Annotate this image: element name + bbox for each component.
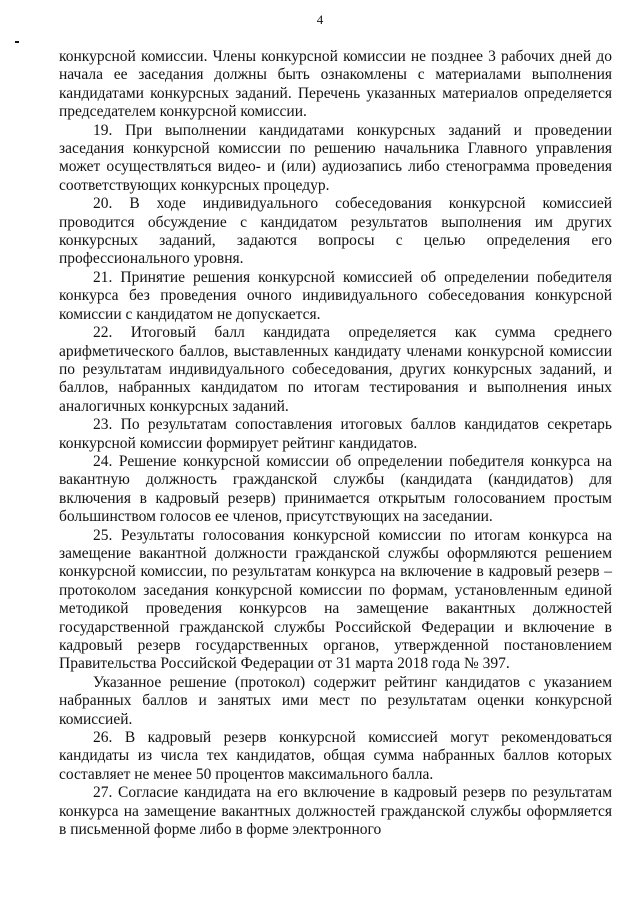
paragraph-continuation: конкурсной комиссии. Члены конкурсной комиссии не позднее 3 рабочих дней до начала ее заседания должны быть ознакомлены с материалами выполнения кандидатами конкурсных заданий. Перечень указанных материалов определяется председателем конкурсной комиссии.: [59, 48, 612, 121]
margin-mark: [15, 41, 19, 43]
paragraph-25-note: Указанное решение (протокол) содержит рейтинг кандидатов с указанием набранных баллов и занятых ими мест по результатам оценки конкурсной комиссией.: [59, 673, 612, 728]
page-number: 4: [316, 12, 324, 27]
paragraph-23: 23. По результатам сопоставления итоговых баллов кандидатов секретарь конкурсной комиссии формирует рейтинг кандидатов.: [59, 416, 612, 452]
paragraph-22: 22. Итоговый балл кандидата определяется как сумма среднего арифметического баллов, выставленных кандидату членами конкурсной комиссии по результатам индивидуального собеседования, других конкурсных заданий, и баллов, набранных кандидатом по итогам тестирования и выполнения иных аналогичных конкурсных заданий.: [59, 324, 612, 415]
paragraph-25: 25. Результаты голосования конкурсной комиссии по итогам конкурса на замещение вакантной должности гражданской службы оформляются решением конкурсной комиссии, по результатам конкурса на включение в кадровый резерв – протоколом заседания конкурсной комиссии по формам, установленным единой методикой проведения конкурсов на замещение вакантных должностей государственной гражданской службы Российской Федерации и включение в кадровый резерв государственных органов, утвержденной постановлением Правительства Российской Федерации от 31 марта 2018 года № 397.: [59, 526, 612, 673]
paragraph-26: 26. В кадровый резерв конкурсной комиссией могут рекомендоваться кандидаты из числа тех кандидатов, общая сумма набранных баллов которых составляет не менее 50 процентов максимального балла.: [59, 729, 612, 783]
paragraph-24: 24. Решение конкурсной комиссии об определении победителя конкурса на вакантную должность гражданской службы (кандидата (кандидатов) для включения в кадровый резерв) принимается открытым голосованием простым большинством голосов ее членов, присутствующих на заседании.: [59, 452, 612, 526]
paragraph-27: 27. Согласие кандидата на его включение в кадровый резерв по результатам конкурса на замещение вакантных должностей гражданской службы оформляется в письменной форме либо в форме электронного: [59, 784, 612, 839]
paragraph-20: 20. В ходе индивидуального собеседования конкурсной комиссией проводится обсуждение с кандидатом результатов выполнения им других конкурсных заданий, задаются вопросы с целью определения его профессионального уровня.: [59, 195, 612, 268]
paragraph-21: 21. Принятие решения конкурсной комиссией об определении победителя конкурса без проведения очного индивидуального собеседования конкурсной комиссии с кандидатом не допускается.: [59, 268, 612, 323]
document-body: [59, 48, 612, 839]
paragraph-19: 19. При выполнении кандидатами конкурсных заданий и проведении заседания конкурсной комиссии по решению начальника Главного управления может осуществляться видео- и (или) аудиозапись либо стенограмма проведения соответствующих конкурсных процедур.: [59, 121, 612, 194]
